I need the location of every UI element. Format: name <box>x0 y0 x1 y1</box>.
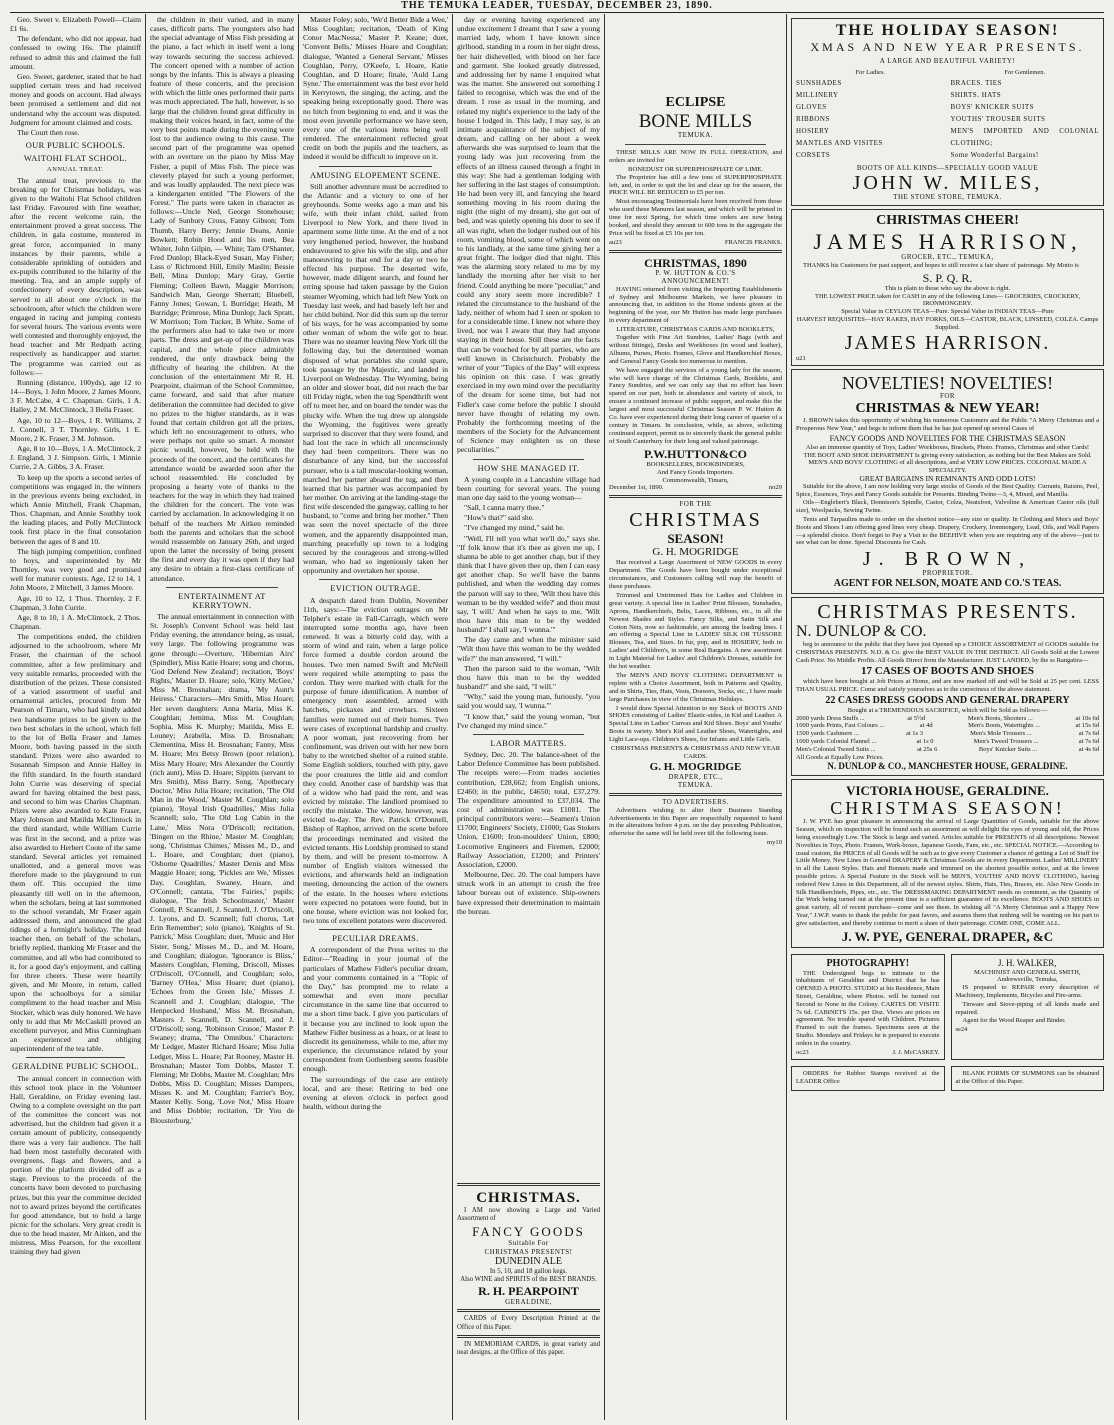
separator <box>473 734 584 735</box>
ad-fancy-goods: FANCY GOODS <box>472 1224 585 1240</box>
ad-list-item: SUNSHADES <box>796 78 842 87</box>
ad-code: no29 <box>768 484 782 492</box>
ad-text: beg to announce to the public that they have just Opened up a CHOICE ASSORTMENT of GOODS suitable for CHRISTMAS PRESENTS. N.D. & Co. give the BEST VALUE IN THE DISTRICT. All Goods Sold at the Lowest Cash Price. No Middle Profits. All Goods Direct from the Manufacturer. JUST LANDED, by the ss Rangatira— <box>796 640 1099 664</box>
ad-pye-name: J. W. PYE, GENERAL DRAPER, &C <box>841 928 1054 944</box>
price-cell: at 7s 6d <box>1078 730 1099 738</box>
price-cell: Men's Boots, Shooters ... <box>967 714 1033 722</box>
article-text: The surroundings of the case are entirely local, and are these: Retiring to bed one evening at eleven o'clock in perfect good health, without during the <box>303 1074 448 1111</box>
ad-list-item: HOSIERY <box>796 126 830 135</box>
headline: ENTERTAINMENT AT KERRYTOWN. <box>178 591 266 610</box>
ad-list-item: Some Wonderful Bargains! <box>950 150 1039 159</box>
ad-text: which have been bought at Job Prices at Home, and are now marked off and will be Sold at 25 per cent. LESS THAN USUAL PRICE. Come and satisfy yourselves as to the correctness of the above statement. <box>796 678 1099 694</box>
headline: PECULIAR DREAMS. <box>332 934 419 944</box>
ad-holiday-title: THE HOLIDAY SEASON! <box>835 22 1060 39</box>
separator <box>319 166 432 167</box>
ad-cheer-title: CHRISTMAS CHEER! <box>876 213 1019 229</box>
ad-text: GROCER, ETC., TEMUKA, <box>901 253 994 262</box>
ad-walker-name: J. H. WALKER, <box>997 957 1057 968</box>
article-text: Age, 10 to 12, 1 Thos. Thornley, 2 F. Chapman, 3 John Currie. <box>10 593 141 612</box>
ad-text: Commonwealth, Timaru, <box>662 476 729 484</box>
ad-code: au23 <box>609 238 622 246</box>
column-3 <box>303 15 448 1420</box>
ad-code: oc23 <box>796 1048 809 1056</box>
ad-text: BOOTS OF ALL KINDS—SPECIALLY GOOD VALUE <box>856 163 1039 172</box>
article-text: "I've changed my mind," said he. <box>464 523 565 533</box>
ad-text: Suitable for the above, I am now holding very large stocks of Goods of the Best Quality. Currants, Raisins, Peel, Spice, Essences, Toys and Fancy Goods suitable for Presents. Binding Twine—3, 4, Mixed, and Manilla. <box>796 482 1099 498</box>
ad-text: A LARGE AND BEAUTIFUL VARIETY! <box>879 57 1016 65</box>
price-row <box>796 754 1099 762</box>
price-cell: Men's Colonial Tweed Suits ... <box>796 745 876 753</box>
headline: HOW SHE MANAGED IT. <box>477 463 580 473</box>
ad-text: BOOKSELLERS, BOOKBINDERS, <box>646 460 745 468</box>
price-cell: 2000 yards Dress Stuffs ... <box>796 714 865 722</box>
masthead: THE TEMUKA LEADER, TUESDAY, DECEMBER 23, 1890. <box>401 0 713 11</box>
ad-list-item: RIBBONS <box>796 114 830 123</box>
ad-harrison-name: JAMES HARRISON. <box>844 331 1051 354</box>
ad-text: THESE MILLS ARE NOW IN FULL OPERATION, and orders are invited for <box>609 148 782 164</box>
headline: GERALDINE PUBLIC SCHOOL. <box>11 1062 140 1072</box>
ad-christmas: CHRISTMAS <box>629 509 762 532</box>
ad-list-item: YOUTHS' TROUSER SUITS <box>950 114 1046 123</box>
ad-heading: TO ADVERTISERS. <box>662 797 729 806</box>
ad-code: my10 <box>766 839 782 847</box>
ad-text: This is plain to those who say the above is right. <box>884 284 1011 292</box>
ad-text: Suitable For <box>508 1239 549 1248</box>
article-text: Age, 8 to 10, 1 A. McClintock, 2 Thos. Chapman. <box>10 612 141 631</box>
ad-walker <box>951 954 1105 1061</box>
article-text: the children in their varied, and in many cases, difficult parts. The youngsters also had the special advantage of Miss Fish presiding at the piano, a fact which in itself went a long way towards securing the success achieved. The concert opened with a number of action songs by the infants. This is always a pleasing feature of these concerts, and the precision with which the little ones performed their parts was much appreciated. The hall, however, is so large that the children found great difficulty in making their voices heard, in fact, some of the very best points made during the evening were lost to the audience owing to this cause. The second part of the programme was opened with an overture on the piano by Miss May Fisher, a pupil of Miss Fish. The piece was cleverly played for such a young performer, and was loudly applauded. The next piece was a kindergarten entitled "The Flowers of the Forest." The parts were taken in character as follows:—Uncle Ned, George Stonehouse; Lady of Sunbury Cross, Fanny Gibson; Tom Thumb, Harry Berry; Jennie Deans, Annie Bowkett; Robin Hood and his men, Bea Whiter, John Gilpin, — White; Tam O'Shanter, Fred Dunlop; Black-Eyed Susan, May Fisher; Lass o' Richmond Hill, Emily Maslin; Bessie Bell, Mina Dunlop; Mary Gray, Gertie Fleming; Colleen Bawn, Maggie Morrison; Sandwich Man, George Sherratt; Bluebell, Fanny Jones; Gowan, L Burridge; Heath, M Burridge; Primrose, Mina Dunlop; Jack Spratt, W Morrison; Tom Tucker, B White. Some of the performers also had to take two or more parts. The dress and get-up of the children was capital, and the whole piece admirably rendered, the only drawback being the difficulty of hearing the children. At the conclusion of the entertainment Mr R. H. Pearpoint, chairman of the School Committee, came forward, and said that after mature deliberation the committee had decided to give no prizes to the higher standards, as it was found that certain children got all the prizes, which left no encouragement to others, who were perhaps not quite so smart. A monster picnic would, however, be held with the proceeds of the concert, and the certificates for attendance would be awarded soon after the school reassembled. He concluded by proposing a hearty vote of thanks to the teachers for the way in which they had trained the children for the concert. The vote was carried by acclamation. In acknowledging it on behalf of the teachers Mr Aitken reminded both the parents and scholars that the school would reassemble on January 26th, and urged upon the latter the necessity of being present the first and every day it was open if they had any desire to obtain a first-class certificate of attendance. <box>150 15 294 583</box>
ad-text: CHRISTMAS PRESENTS! <box>484 1247 573 1256</box>
article-text: Master Foley; solo, 'We'd Better Bide a Wee,' Miss Coughlan; recitation, 'Death of King Conor MacNessa,' Master P. Keane; duet, 'Convent Bells,' Misses Hoare and Coughlan; dialogue, 'Wanted a General Servant,' Misses Coughlan, Perry, O'Keefe, L Hoare, Katie Coughlan, and D Hoare; finale, 'Auld Lang Syne.' The entertainment was the best ever held in Kerrytown, the singing, the acting, and the speaking being exceptionally good. There was no hitch from beginning to end, and it was the most even juvenile performance we have seen, every one of the various items being well rendered. The entertainment reflected great credit on both the pupils and the teachers, as indeed it would be difficult to improve on it. <box>303 15 448 162</box>
ad-list-item: MILLINERY <box>796 90 839 99</box>
ad-christmas-title: CHRISTMAS. <box>476 1190 581 1206</box>
ad-pearpoint: R. H. PEARPOINT <box>478 1284 579 1299</box>
ad-j-brown: J. BROWN, <box>862 548 1033 571</box>
ad-season: SEASON! <box>667 531 724 547</box>
ad-text: Special Value in CEYLON TEAS—Pure. Special Value in INDIAN TEAS—Pure <box>841 308 1054 316</box>
ad-text: THANKS his Customers for past support, and hopes to still receive a fair share of patronage. My Motto is <box>803 261 1079 269</box>
article-text: "How's that?" said she. <box>464 513 534 523</box>
masthead-rule <box>10 12 1104 13</box>
blank-space <box>609 15 782 95</box>
ad-text: Bought at a TREMENDOUS SACRIFICE, which will be Sold as follows:— <box>847 706 1048 714</box>
ad-location: TEMUKA. <box>677 131 714 139</box>
price-cell: at 1s 0 <box>916 738 934 746</box>
ad-text: Oils—Englebert's Black, Donnison's Spindle, Castor, Colza, Neatsfoot, Valvoline & American Castor oils (full size), Woolpacks, Sewing Twine. <box>796 499 1099 515</box>
ad-text: BONEDUST OR SUPERPHOSPHATE OF LIME. <box>628 165 763 173</box>
column-rule <box>145 14 146 1420</box>
ad-text: The Proprietor has still a few tons of SUPERPHOSPHATE left, and, in order to quit the lot and clear up for the season, the PRICE WILL BE REDUCED to £5 per ton. <box>609 173 782 197</box>
ad-text: HARVEST REQUISITES—HAY RAKES, HAY FORKS, OILS—CASTOR, BLACK, LINSEED, COLZA. Camps Supplied. <box>796 315 1099 331</box>
article-text: Melbourne, Dec. 20. The coal lumpers have struck work in an attempt to crush the free labour bureau out of existence. Ship-owners have expressed their determination to maintain the bureau. <box>457 870 600 916</box>
ad-text: Andrewsville, Temuka, <box>996 976 1058 984</box>
ad-text: THE STONE STORE, TEMUKA. <box>893 193 1002 202</box>
article-text: A young couple in a Lancashire village had been courting for several years. The young man one day said to the young woman— <box>457 474 600 502</box>
price-row <box>796 730 1099 738</box>
column-rule <box>604 14 605 1420</box>
ad-text: GERALDINE, <box>505 1298 552 1307</box>
ad-list-item: BRACES. TIES <box>950 78 1002 87</box>
price-cell: Boys' Knicker Suits ... <box>978 745 1038 753</box>
ad-text: Advertisers wishing to alter their Business Standing Advertisements in this Paper are respectfully requested to hand in the alterations before 4 p.m. on the day preceding Publication, otherwise the same will be held over till the following issue. <box>609 806 782 838</box>
price-cell: at 10s 6d <box>1075 714 1099 722</box>
article-text: Still another adventure must be accredited to the Atlantic and a victory to one of her greyhounds. Some weeks ago a man and his wife, with their infant child, sailed from Liverpool to New York, and there lived in apartment some little time. At the end of a not very lengthened period, however, the husband endeavoured to give his wife the slip, and after manoeuvring to that end for a day or two he effected his purpose. The deserted wife, however, made diligent search, and found her erring spouse had taken passage by the Guion steamer Wyoming, which had left New York on Tuesday last week, and had basely left her and her child behind. Nor did this sum up the terror of his ways, for he was accompanied by some other woman of whom the wife got to hear. There was no steamer leaving New York till the following day, but the determined woman disposed of what portables she could spare, took passage by the Majestic, and landed in Liverpool on Wednesday. The Wyoming, being an older and slower boat, did not reach the bar till Friday night, when the tug Spendthrift went off to meet her, and on board the tender was the plucky wife. When the tug drew up alongside the Wyoming, the fugitives were greatly surprised to discover that they were found, and had lost the race in which all unconsciously they had been competitors. There was no disturbance of any kind, but the successful pursuer, who is a tall muscular-looking woman, marched her partner aboard the tug, and then learned that his partner was accompanied by her mother. On arriving at the landing-stage the first wife descended the gangway, calling to her husband, to "come and bring her mother." Then was seen the novel spectacle of the three women, and the apparently disappointed man, marching peacefully up town to a lodging secured by the courageous and strong-willed woman, who had so ingeniously taken her opportunity and overtaken her spouse. <box>303 181 448 576</box>
ad-divider <box>609 793 782 796</box>
ad-code: se24 <box>955 1026 968 1034</box>
ad-james-harrison: JAMES HARRISON, <box>813 229 1082 255</box>
ad-text: Tents and Tarpaulins made to order on the shortest notice—any size or quality. In Clothing and Men's and Boys' Boots and Shoes I am offering good lines very cheap. Drapery, Crockery, Ironmongery, Lead, Oils, and Wall Papers—a splendid choice. Don't forget to Pay a Visit to the BEEHIVE when you are requiring any of the above—just to see what can be done. Special Discounts for Cash. <box>796 515 1099 547</box>
ad-text: I would draw Special Attention to my Stock of BOOTS AND SHOES consisting of Ladies' Elastic-sides, in Kid and Leather. A Special Line in Ladies' Canvas and Kid Shoes. Boys' and Youths' Boots in variety. Men's Kid and Leather Shoes, Watertights, and Light Lace-ups. Children's Shoes, for Infants and Little Girls. <box>609 704 782 744</box>
separator <box>625 144 766 145</box>
article-text: Running (distance, 100yds), age 12 to 14—Boys, 1 John Moore, 2 James Moore, 3 F. McCabe, 4 C. Chapman. Girls, 1 A. Halley, 2 M. McClintock, 3 Bella Fraser. <box>10 377 141 415</box>
ad-text: PROPRIETOR. <box>922 569 973 578</box>
ad-manchester-house: N. DUNLOP & CO., MANCHESTER HOUSE, GERALDINE. <box>827 761 1068 772</box>
ad-text: BLANK FORMS OF SUMMONS can be obtained at the Office of this Paper. <box>955 1070 1099 1086</box>
article-text: Geo. Sweet, gardener, stated that he had supplied certain trees and had received money and goods on account. Had always been promised a settlement and did not understand why the account was disputed. Judgment for amount claimed and costs. <box>10 71 141 127</box>
ad-text: Also an immense quantity of Toys, Ladies' Workboxes, Brackets, Photo. Frames, Christmas and other Cards! <box>805 443 1090 451</box>
ad-text: Together with Fine Art Sundries, Ladies' Bags (with and without fittings), Desks and Workboxes (in wood and leather), Albums, Purses, Photo. Frames, Glove and Handkerchief Boxes, and General Fancy Goods too numerous to mention. <box>609 334 782 365</box>
separator <box>473 459 584 460</box>
article-text: The Court then rose. <box>17 127 80 137</box>
ad-text: CHRISTMAS PRESENTS & CHRISTMAS AND NEW YEAR CARDS. <box>610 745 781 760</box>
column-rule <box>452 14 453 1420</box>
ad-column-head: For Ladies. <box>855 68 886 76</box>
article-text: "Well, I'll tell you what we'll do," says she. "If folk know that it's thee as given me up, I shanna be able to get another chap, but if they think that I have given thee up, then I can easy get another chap. So we'll have the banns published, and when the wedding day comes the parson will say to thee, 'Wilt thou have this woman to be thy wedded wife?' and thou must say, 'I will.' And when he says to me, 'Wilt thou have this man to be thy wedded husband?' I shall say, 'I wunna.'" <box>457 533 600 635</box>
price-row <box>796 715 1099 723</box>
price-cell: 1500 yards Cashmere ... <box>796 730 859 738</box>
ad-list-item: MEN'S IMPORTED AND COLONIAL CLOTHING; <box>950 126 1099 147</box>
article-text: The annual treat, previous to the breaking up for Christmas holidays, was given to the Waitohi Flat School children last Friday. Favoured with fine weather, after the recent welcome rain, the entertainment proved a great success. The children, in gala costume, mustered in great force, accompanied in many instances by their parents, while a considerable sprinkling of outsiders and ex-pupils contributed to the hilarity of the meeting. Tea, and an ample supply of confectionery of every description, was served to all about one o'clock in the schoolroom, after which the children were engaged in racing and jumping contests for several hours. The various events were well contested and thoroughly enjoyed, the head teacher and Mr Redpath acting respectively as handicapper and starter. The programme was carried out as follows:— <box>10 175 141 377</box>
ad-dunlop <box>791 597 1104 777</box>
headline: EVICTION OUTRAGE. <box>330 584 421 594</box>
price-row <box>796 738 1099 746</box>
ad-christmas-season: CHRISTMAS SEASON! <box>830 798 1065 819</box>
ad-christmas-1890: CHRISTMAS, 1890 <box>644 255 747 270</box>
separator <box>166 587 278 588</box>
article-text: "I know that," said the young woman, "but I've changed my mind since." <box>457 711 600 730</box>
article-text: Age, 8 to 10—Boys, 1 A. McClintock, 2 J. England, 3 J. Simpson. Girls, 1 Minnie Currie, 2 A. Gibbs, 3 A. Fraser. <box>10 444 141 472</box>
ad-divider <box>609 495 782 498</box>
ad-list-item: MANTLES AND VISITES <box>796 138 883 147</box>
ad-rubber-stamps <box>791 1066 945 1091</box>
column-5 <box>609 15 782 1200</box>
ad-text: And Fancy Goods Importers. <box>657 468 734 476</box>
price-cell: All Goods at Equally Low Prices. <box>796 753 884 761</box>
price-cell: Men's Tweed Trousers ... <box>973 738 1039 746</box>
ad-photo-title: PHOTOGRAPHY! <box>826 957 910 969</box>
ad-text: CARDS of Every Description Printed at the Office of this Paper. <box>457 1315 600 1331</box>
separator <box>26 1057 125 1058</box>
column-6 <box>791 15 1104 1420</box>
headline: LABOR MATTERS. <box>490 738 567 748</box>
price-cell: at 5½d <box>907 714 926 722</box>
ad-text: Also WINE and SPIRITS of the BEST BRANDS. <box>460 1276 597 1284</box>
article-text: The high jumping competition, confined to boys, and superintended by Mr Thornley, was very good and promised well for maturer contests. Age, 12 to 14, 1 John Moore, 2 Mitchell, 3 James Moore. <box>10 546 141 593</box>
ad-text: FOR <box>939 392 956 401</box>
ad-divider <box>457 1309 600 1312</box>
article-text: Age, 10 to 12—Boys, 1 R. Williams, 2 J. Connell, 3 T. Thornley. Girls, 1 E. Moore, 2 K. Fraser, 3 M. Johnson. <box>10 415 141 443</box>
article-text: To keep up the sports a second series of competitions was engaged in, the winners in the previous events being excluded, in which Annie Mitchell, Frank Chapman, Thos. Chapman, and Annie Southby took the leading places, and Polly McClintock took first place in the final consolation between the ages of 8 and 10. <box>10 472 141 546</box>
ad-text: ORDERS for Rubber Stamps received at the LEADER Office <box>796 1070 940 1086</box>
price-row <box>796 722 1099 730</box>
price-cell: 1000 yards Prints, Fast Colours ... <box>796 722 885 730</box>
ad-text: GREAT BARGAINS IN REMNANTS AND ODD LOTS! <box>859 473 1036 483</box>
ad-text: Most encouraging Testimonials have been received from those who used these Manures last season, and which will be printed in time for next Spring, for which time orders are now being booked, and should they amount to 600 tons in the aggregate the Price will be fixed at £5 10s per ton. <box>609 198 782 237</box>
ad-agent: AGENT FOR NELSON, MOATE AND CO.'S TEAS. <box>833 577 1062 589</box>
column-5-lower <box>609 1205 782 1420</box>
ad-victoria-title: VICTORIA HOUSE, GERALDINE. <box>846 783 1049 799</box>
ad-text: Trimmed and Untrimmed Hats for Ladies and Children in great variety. A special line in Ladies' Print Blouses, Sunshades, Aprons, Handkerchiefs, Belts, Laces, Ribbons, etc., in all the Newest Shades and Styles. Fancy Silks, and Satin Silk and Cotton Nets, now so fashionable, are among the leading lines. I am offering a Special Line in LADIES' SILK OR TUSSORE Blouses, Tea, and Sizes. In fur, pop, and in HOSIERY, both in Ladies' and Children's, in some Real Bargains. A new assortment in Light Material for Ladies' and Children's Dresses, suitable for the hot weather. <box>609 591 782 671</box>
ad-dunlop-name: N. DUNLOP & CO. <box>796 622 927 640</box>
ad-text: I AM now showing a Large and Varied Assortment of <box>457 1207 600 1223</box>
column-rule <box>786 14 787 1420</box>
ad-list-item: SHIRTS. HATS <box>950 90 1002 99</box>
ad-code: u21 <box>796 354 806 362</box>
subheading: ANNUAL TREAT. <box>46 166 105 174</box>
ad-text: FOR THE <box>679 500 712 509</box>
ad-hutton-name: P.W.HUTTON&CO <box>644 446 747 461</box>
price-cell: at 25s 6 <box>917 745 938 753</box>
ad-motto: S. P. Q. R. <box>922 270 973 285</box>
ad-divider <box>457 1335 600 1338</box>
ad-text: Has received a Large Assortment of NEW GOODS in every Department. The Goods have been bought under exceptional circumstances, and Customers calling will reap the benefit of these purchases. <box>609 559 782 590</box>
ad-christmas-cheer <box>791 209 1104 366</box>
ad-announcement: ANNOUNCEMENT! <box>661 276 730 285</box>
ad-text: MACHINIST AND GENERAL SMITH, <box>973 968 1081 976</box>
ad-xmas-presents: XMAS AND NEW YEAR PRESENTS. <box>810 40 1085 54</box>
ad-list-item: CORSETS <box>796 150 831 159</box>
article-text: day or evening having experienced any undue excitement I dreamt that I saw a young married lady, whom I have known since girlhood, standing in a room in her night dress, her hair dishevelled, with blood on her face and garment. She looked greatly distressed, and addressing her by name I enquired what was the matter. She answered out something I failed to recognise, which was the end of the dream. I rose as usual in the morning, and related my night's experience to the lady of the house I lodged in. This lady, I may say, is an intimate acquaintance of the subject of my dream, and calling on her about a week afterwards she was surprised to learn that the young lady was just recovering from the effects of an illness caused through a fright in this way: She had a gentleman lodging with her suffering in the last stages of consumption. He had been very ill, and fancying she heard something moving in his room during the night (the night of my dream), she got out of bed, and was quietly opening his door to see if all was right, when the lodger rushed out of his room, vomiting blood, some of which went on to his landlady, at the same time giving her a great fright. The lodger died that night. This was the alarming story related to me by my landlady the morning after her visit to her friend. Could anything be more "peculiar," and could any story seem more incredible? I related the circumstance to the husband of the lady, neither of whom had I seen or spoken to for a considerable time. I knew not where they lived, nor was I aware that they had anyone staying in their house. Still these are the facts that can be vouched for by all parties, who are well known in Christchurch. Probably the writer of your "Topics of the Day" will express his opinion on this case. I was greatly exercised in my own mind over the peculiarity of the dream for some time, but had not Fidler's case come before the public I should never have thought of relating my own. Probably the forthcoming meeting of the members of the Society for the Advancement of Science may enlighten us on these peculiarities." <box>457 15 600 455</box>
article-text: The competitions ended, the children adjourned to the schoolroom, where Mr Fraser, the chairman of the school committee, after a few preliminary and very suitable remarks, proceeded with the distribution of the prizes. These consisted of a varied assortment of useful and ornamental articles, procured from Mr Pearson of Timaru, who had kindly added two handsome prizes to be given to the two best scholars in the school, which fell to the lot of Bella Fraser and James Moore, both having passed in the sixth standard. Prizes were also awarded to Susannah Simpson and Annie Halley in the fifth standard. In the fourth standard John Currie was deserving of special award for having obtained the best pass, and second to him was Charles Chapman. Prizes were also awarded to Kate Fraser, Mary Johnson and Matilda McClintock in the third standard, while William Currie was first in the second, and a prize was also awarded to Herbert Coote of the same standard. Several articles yet remained unallotted, and a general move was therefore made to the playground to run them off. This occupied the time pleasantly till well on in the afternoon, when the scholars, being at last summoned to the school verandah, Mr Fraser again addressed them, and announced the glad tidings of a fortnight's holiday. The head teacher then, on behalf of the scholars, briefly replied, thanking Mr Fraser and the committee, and all who had contributed to it, for a good day's enjoyment, and calling for three cheers. These were heartily given, and Mr Moore, in return, called upon the schoolboys for a similar compliment to the head teacher and Miss Stocker, which was duly honored. We have only to add that Mr McCaskill proved an excellent purveyor, and Miss Cunningham an experienced and obliging superintendent of the tea table. <box>10 632 141 1054</box>
ad-text: J. W. PYE has great pleasure in announcing the arrival of Large Quantities of Goods, suitable for the above Season, which on inspection will be found such an assortment as will delight the eyes of young and old, the Prices being exceedingly Low. The Stock is large and varied. Articles suitable for PRESENTS of all descriptions. Newest Novelties in Toys, Photo. Frames, Work-boxes, Japanese Goods, Fans, etc., etc. SPECIAL NOTICE.—According to usual custom, the PRICES of all Goods will be such as to give every Customer a chance of getting a Lot of Stuff for Little Money. New Lines in General DRAPERY & Christmas Goods are in every Department. Ladies' MILLINERY in all the Latest Styles. Hats and Bonnets made and trimmed on the shortest possible notice, and at the lowest possible prices. A Special Feature in the Stock will be MEN'S, YOUTHS' AND BOYS' CLOTHING, having ordered New Lines in this Department, all of the newest styles. Shirts, Hats, Ties, Braces, etc. Also New Goods in Silk Handkerchiefs, Pipes, etc., etc. The DRESSMAKING DEPARTMENT needs no comment, as the Quantity of the Work being turned out at the present time is a sufficient guarantee of its excellence. BOOTS AND SHOES in great variety, all of recent purchase—come and see them. In wishing all "A Merry Christmas and a Happy New Year," J.W.P. wants to thank the public for past favors, and assures them that nothing will be wanting on his part to give satisfaction, and thereby continue to merit a share of their patronage. COME ONE, COME ALL. <box>796 818 1099 927</box>
ad-text: We have engaged the services of a young lady for the season, who will have charge of the Christmas Cards, Booklets, and Fancy Sundries, and we can only say that no effort has been spared on our part, both in abundance and variety of stock, to ensure a continued increase of public support, and make this the largest and most successful Christmas Season P. W. Hutton & Co. have ever experienced during their long career of quarter of a century in Timaru. In conclusion, while, as above, soliciting continued support, permit us to sincerely thank the general public of South Canterbury for their long and valued patronage. <box>609 366 782 445</box>
ad-text: In 5, 10, and 18 gallon kegs. <box>489 1267 568 1275</box>
ad-hutton: P. W. HUTTON & CO.'S <box>655 268 736 277</box>
headline: AMUSING ELOPEMENT SCENE. <box>309 170 442 180</box>
article-text: A correspondent of the Press writes to the Editor—"Reading in your journal of the particulars of Mathew Fidler's peculiar dream, and your comments contained in a "Topic of the Day," has prompted me to relate a somewhat and even more peculiar circumstance in the same line that occurred to me a short time back. I give you particulars of it because you are inclined to look upon the Mathew Fidler business as a hoax, or at least to discredit its genuineness, while to me, after my experience, the circumstance related by your correspondent from Gothenberg seems feasible enough. <box>303 945 448 1074</box>
ad-list-item: BOYS' KNICKER SUITS <box>950 102 1034 111</box>
ad-holiday-season <box>791 18 1104 206</box>
ad-text: IS prepared to REPAIR every description of Machinery, Implements, Bicycles and Fire-arms. <box>955 984 1099 1000</box>
ad-text: THE LOWEST PRICE taken for CASH in any of the following Lines— GROCERIES, CROCKERY, IRONMONGERY. <box>815 292 1080 308</box>
ad-column-head: For Gentlemen. <box>1004 68 1046 76</box>
ad-novelties-title: NOVELTIES! NOVELTIES! <box>841 373 1054 394</box>
article-text: The defendant, who did not appear, had confessed to owing 16s. The plaintiff refused to admit this and claimed the full amount. <box>10 34 141 71</box>
ad-text: THE Undersigned begs to intimate to the inhabitants of Geraldine and District that he has OPENED A PHOTO. STUDIO at his Residence, Main Street, Geraldine, where Photos. will be turned out Second to None in the Colony. CARTES DE VISITE 7s 6d. CABINETS 15s. per Doz. Views are prices on agreement. No trouble spared with Children. Pictures Framed to suit the frames. Specimens seen at the Studio. Mondays and Fridays he is prepared to execute orders in the country. <box>796 969 940 1047</box>
ad-mogridge: G. H. MOGRIDGE <box>652 546 739 559</box>
ad-bone-mills: BONE MILLS <box>638 111 753 132</box>
ad-text: J. BROWN takes this opportunity of wishing his numerous Customers and the Public "A Merry Christmas and a Prosperous New Year," and begs to inform them that he has just opened up several Cases of <box>796 417 1099 432</box>
column-rule <box>298 14 299 1420</box>
christmas-ad-box <box>457 1180 600 1420</box>
ad-date: December 1st, 1890. <box>609 484 664 492</box>
ad-dunedin-ale: DUNEDIN ALE <box>495 1255 562 1267</box>
article-text: A despatch dated from Dublin, November 11th, says:—The eviction outrages on Mr Telpher's estate in Fall-Carragh, which were interrupted some months ago, have been renewed. It was a bitterly cold day, with a storm of wind and rain, when a large police force formed a double cordon around the houses. Two men named Swift and McNeill were required while attempting to pass the cordon. They were marked with chalk for the purpose of future identification. A number of emergency men assembled, armed with hatchets, pickaxes and crowbars. Sixteen families were turned out of their homes. Two were cases of exceptional hardship and cruelty. A poor woman, just recovering from her confinement, was driven out with her new born baby to the wretched shelter of a ruined stable. Some English soldiers, touched with pity, gave the poor creatures the little aid and comfort they could. Another case of hardship was that of a widow who had paid the rent, and was evicted by mistake. The landlord promised to rectify the mistake. The widow, however, was evicted to-day. The Rev. Patrick O'Donnell, Bishop of Raphoe, arrived on the scene before the proceedings terminated and visited the evicted tenants. His Lordship promised to stand by them, and will be present to-morrow. A number of English visitors witnessed the evictions, and afterwards held an indignation meeting, denouncing the action of the owners of the estate. In the houses where evictions were expected no potatoes were found, but in one house, where eviction was not looked for, two tons of excellent potatoes were discovered. <box>303 595 448 925</box>
ad-text: HAVING returned from visiting the Importing Establishments of Sydney and Melbourne Markets, we have pleasure in announcing that, in addition to the Home indents given at the beginning of the year, our Mr Hutton has made large purchases in every department of <box>609 285 782 325</box>
article-text: The annual entertainment in connection with St. Joseph's Convent School was held last Friday evening, the attendance being, as usual, very large. The following programme was gone through:—Overture, 'Hibernian Airs' (Spindler), Miss Katie Hoare; song and chorus, 'God Defend New Zealand'; recitation, 'Boys' Rights,' Master D. Hoare; solo, 'Kitty McGee,' Miss M. Brosnahan; drama, 'My Aunt's Heiress.' Characters—Mrs Smith, Miss Hoare; Her seven daughters: Anna Maria, Miss K. Coughlan; Jemima, Miss M. Coughlan; Sophia, Miss K. Murphy; Matilda, Miss E. Louney; Arabella, Miss D. Brosnahan; Clementina, Miss H. Brosnahan; Fanny, Miss M. Hoare; Mrs Betsy Brown (poor relation), Miss Mary Hoare; Mrs Alexander the Courtly (rich aunt), Miss D. Hoare; Sippitts (servant to Mrs Smith), Miss Barry. Song, 'Apothecary Doctor,' Miss Julia Hoare; recitation, 'The Old Man in the Wood,' Master M. Coughlan; solo (piano), 'Royal Irish Quadrilles,' Miss Julia Scannell; solo, 'The Old Log Cabin in the Lane,' Miss Nora O'Driscoll; recitation, 'Bingen on the Rhine,' Master M. Coughlan; song, 'Christmas Chimes,' Misses M., D., and L. Hoare, and Coughlan; duet (piano), 'Osborne Quadrilles,' Master Denis and Miss Maggie Hoare; song, 'Pickles are We,' Misses Day, Coughlan, Swaney, Hoare, and O'Connell; cantata, 'The Fairies,' pupils; dialogue, 'The Irish Schoolmaster,' Master Connell, P. Scannell, J. Scannell, J. O'Driscoll, J. Lyons, and D. Scannell; full chorus, 'Let Erin Remember'; solo (piano), 'Knights of St. Patrick,' Miss Coughlan; duet, 'Music and Her Sister, Song,' Misses M., D., and M. Hoare, and Coughlan; dialogue, 'Ignorance is Bliss,' Masters Coughlan, Fleming, Driscoll, Misses O'Driscoll, O'Connell, and Coughlan; solo, 'Barney O'Hea,' Miss Hoare; duet (piano), 'Echoes from the Green Isle,' Misses J. Scannell and J. Coughlan; dialogue, 'The Henpecked Husband,' Miss M. Brosnahan, Masters J. Scannell, D. Scannell, and J. O'Driscoll; song, 'Robinson Crusoe,' Master P. Swaney; drama, 'The Omnibus.' Characters: Mr Ledger, Master Richard Hoare; Miss Julia Ledger, Miss L. Hoare; Pat Rooney, Master H. Brosnahan; Master Tom Dobbs, Master T. Fleming; Mr Dobbs, Master M. Coughlan; Mrs Dobbs, Miss D. Coughlan; Misses Dampers, Misses K. and M. Coughlan; Farrier's Boy, Master Kelly. Song, 'Love Not,' Miss Hoare and Miss Dobbie; recitation, 'Dr You de Blousterburg,' <box>150 612 294 1125</box>
ad-christmas-new-year: CHRISTMAS & NEW YEAR! <box>855 401 1040 417</box>
article-text: "Why," said the young man, furiously, "you said you would say, 'I wunna.'" <box>457 692 600 711</box>
price-cell: at 1s 3 <box>905 730 923 738</box>
ad-signature: FRANCIS FRANKS. <box>724 238 782 246</box>
ad-text: LITERATURE, CHRISTMAS CARDS AND BOOKLETS, <box>616 326 775 334</box>
ad-photography <box>791 954 945 1061</box>
ad-text: Tinware and Stove-piping of all kinds made and repaired. <box>955 1000 1099 1016</box>
article-text: Geo. Sweet v. Elizabeth Powell—Claim £1 6s. <box>10 15 141 34</box>
ad-text: The MEN'S AND BOYS' CLOTHING DEPARTMENT is replete with a Choice Assortment, both in Patterns and Quality, and in Shirts, Ties, Hats, Vests, Drawers, Socks, etc., I have made large Purchases in view of the Christmas Holidays. <box>609 671 782 703</box>
price-cell: at 4d <box>919 722 933 730</box>
ad-signature: J. J. McCASKEY. <box>892 1048 940 1056</box>
ad-blank-forms <box>951 1066 1105 1091</box>
article-text: The annual concert in connection with this school took place in the Volunteer Hall, Geraldine, on Friday evening last. Owing to a complete oversight on the part of the committee the concert was not advertised, but the children had given it a certain amount of publicity, consequently there was a very fair audience. The hall had been most tastefully decorated with evergreens, flags and flowers, and a portion of the platform divided off as a stage. Previous to the proceeds of the concerts have been devoted to purchasing prizes, but this year the committee decided not to award prizes beyond the certificates for good attendance, but to hold a large picnic for the scholars. Very great credit is due to the head master, Mr Aitken, and the mistress, Miss Pearson, for the excellent training they had given <box>10 1073 141 1257</box>
ad-eclipse-title: ECLIPSE <box>665 95 726 110</box>
ad-text: Agent for the Wood Reaper and Binder. <box>962 1017 1066 1025</box>
ad-novelties <box>791 369 1104 594</box>
ad-divider <box>457 1183 600 1186</box>
ad-john-miles: JOHN W. MILES, <box>852 172 1043 195</box>
price-cell: Men's Boots, Watertights ... <box>968 722 1040 730</box>
ad-text: DRAPER, ETC., <box>668 772 723 781</box>
column-2 <box>150 15 294 1420</box>
separator <box>319 929 432 930</box>
ad-text: TEMUKA. <box>677 780 714 789</box>
ad-divider <box>609 250 782 253</box>
price-cell: at 7s 6d <box>1078 738 1099 746</box>
ad-text: THE BOOT AND SHOE DEPARTMENT Is giving every satisfaction, as nothing but the Best Makes are Sold. MEN'S AND BOYS' CLOTHING of all descriptions, and at VERY LOW PRICES. COLONIAL MADE A SPECIALITY. <box>803 451 1092 475</box>
price-list <box>796 715 1099 762</box>
price-cell: at 4s 6d <box>1078 745 1099 753</box>
ad-text: IN MEMORIAM CARDS, in great variety and neat designs, at the Office of this paper. <box>457 1340 600 1357</box>
ad-text: FANCY GOODS AND NOVELTIES FOR THE CHRISTMAS SEASON <box>829 433 1066 443</box>
ad-list-item: GLOVES <box>796 102 827 111</box>
headline: WAITOHI FLAT SCHOOL. <box>23 154 128 164</box>
article-text: The day came and when the minister said "Wilt thou have this woman to be thy wedded wife?" the man answered, "I will." <box>457 635 600 663</box>
ad-victoria-house <box>791 779 1104 947</box>
separator <box>319 579 432 580</box>
ad-christmas-presents: CHRISTMAS PRESENTS. <box>817 600 1078 623</box>
price-cell: at 15s 6d <box>1075 722 1099 730</box>
headline: OUR PUBLIC SCHOOLS. <box>25 141 126 151</box>
column-1 <box>10 15 141 1420</box>
ad-mogridge-name: G. H. MOGRIDGE <box>649 760 742 773</box>
article-text: Then the parson said to the woman, "Wilt thou have this man to be thy wedded husband?" and she said, "I will." <box>457 663 600 692</box>
price-cell: Men's Mole Trousers ... <box>970 730 1032 738</box>
article-text: Sydney, Dec. 20. The balance-sheet of the Labor Defence Committee has been published. The receipts were:—From trades societies contribution, £28,662; from English unions, £2460; in the public, £4650; total, £37,279. The expenditure amounted to £37,034. The cost of administration was £1081. The principal contributors were:—Seamen's Union £1700; Engineers' Society, £1000; Gas Stokers Union, £1600; Iron-moulders' Union, £800; Locomotive Engineers and Firemen, £2000; Railway Association, £1200; and Printers' Association, £2000. <box>457 750 600 869</box>
price-row <box>796 746 1099 754</box>
price-cell: 1000 yards Colonial Flannel ... <box>796 738 877 746</box>
ad-boots-cases: 17 CASES OF BOOTS AND SHOES <box>861 665 1034 678</box>
article-text: "Sall, I canna marry thee." <box>464 503 545 513</box>
ad-dress-cases: 22 CASES DRESS GOODS AND GENERAL DRAPERY <box>825 694 1070 706</box>
